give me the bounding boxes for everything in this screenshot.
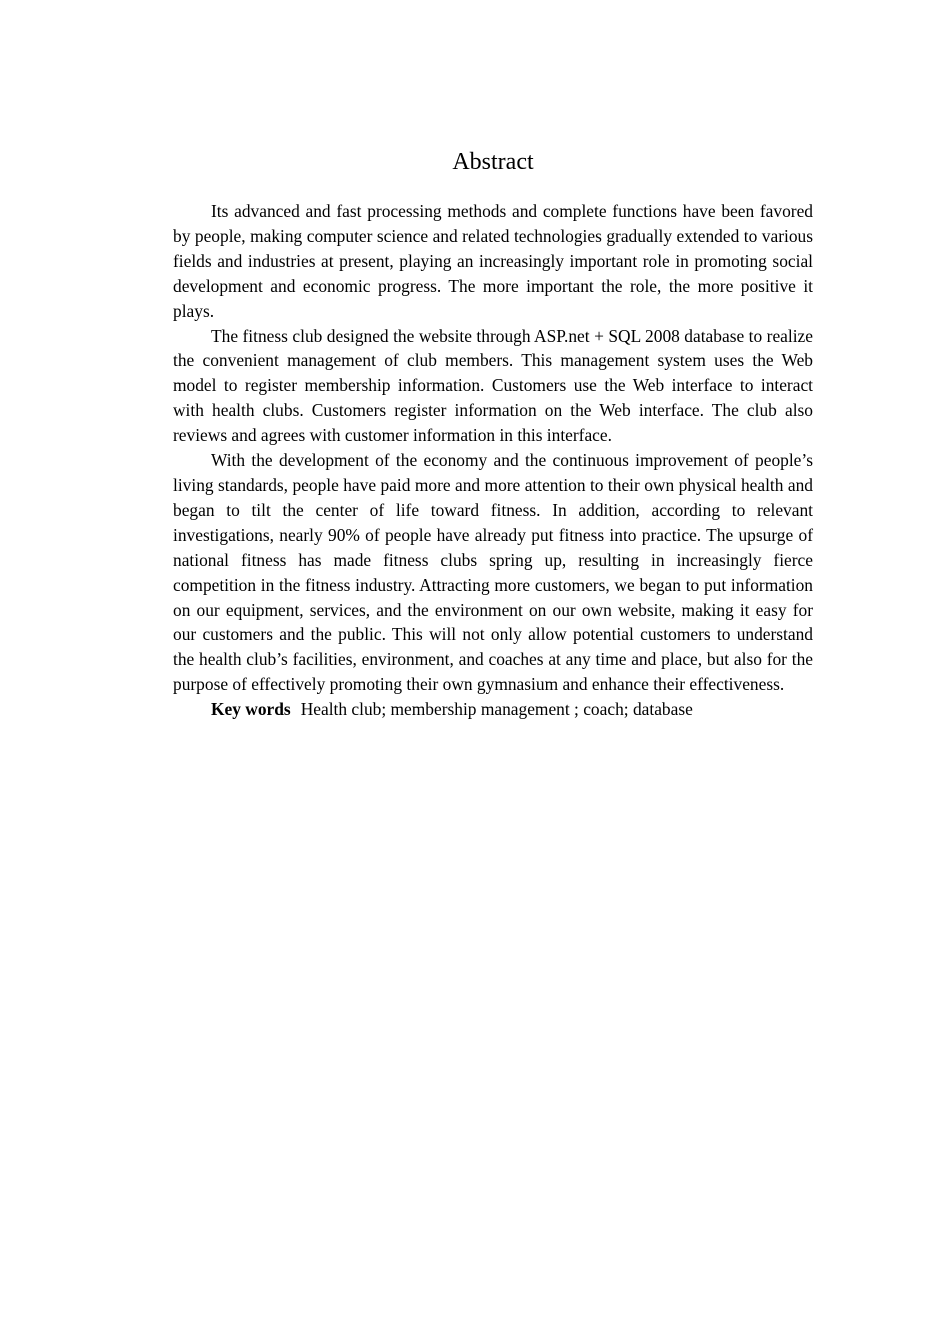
- abstract-paragraph-2: The fitness club designed the website through ASP.net + SQL 2008 database to realize the convenient management of club members. This management system uses the Web model to register membership information. Customers use the Web interface to interact with health clubs. Customers register information on the Web interface. The club also reviews and agrees with customer information in this interface.: [173, 325, 813, 446]
- keywords-line: [173, 697, 813, 722]
- abstract-paragraph-1: Its advanced and fast processing methods and complete functions have been favored by people, making computer science and related technologies gradually extended to various fields and industries at present, playing an increasingly important role in promoting social development and economic progress. The more important the role, the more positive it plays.: [173, 201, 813, 321]
- abstract-title: Abstract: [452, 149, 534, 175]
- keywords-text: Health club; membership management ; coach; database: [300, 699, 693, 720]
- abstract-body: [173, 199, 813, 722]
- keywords-label: Key words: [211, 699, 291, 720]
- abstract-paragraph-3: With the development of the economy and the continuous improvement of people’s living standards, people have paid more and more attention to their own physical health and began to tilt the center of life toward fitness. In addition, according to relevant investigations, nearly 90% of people have already put fitness into practice. The upsurge of national fitness has made fitness clubs spring up, resulting in increasingly fierce competition in the fitness industry. Attracting more customers, we began to put information on our equipment, services, and the environment on our own website, making it easy for our customers and the public. This will not only allow potential customers to understand the health club’s facilities, environment, and coaches at any time and place, but also for the purpose of effectively promoting their own gymnasium and enhance their effectiveness.: [173, 450, 813, 695]
